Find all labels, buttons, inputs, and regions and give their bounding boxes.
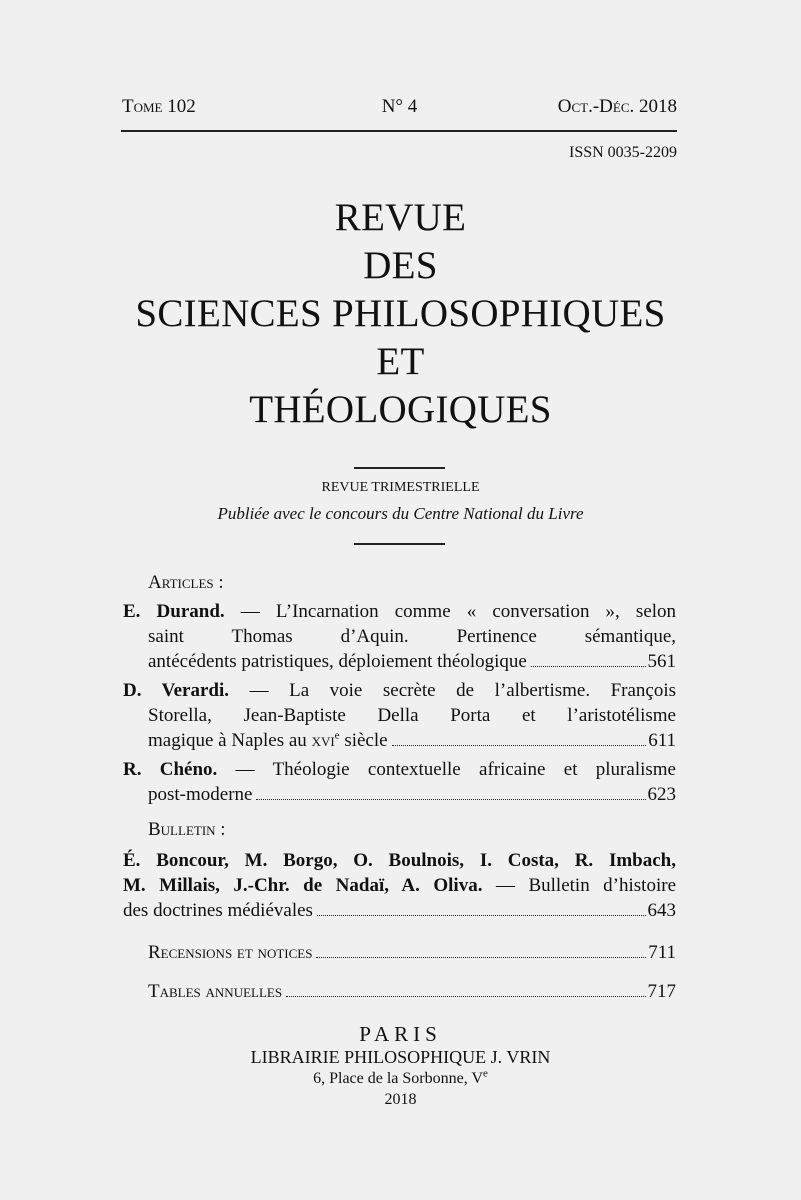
bulletin-heading: Bulletin : (148, 819, 226, 840)
page-number: 611 (648, 730, 676, 751)
title-line: DES (363, 244, 438, 287)
entry-line: magique à Naples au xvi$^e$ siècle 611 (148, 729, 676, 751)
title-line: REVUE (334, 196, 467, 239)
toc-entry (123, 599, 676, 674)
entry-line: antécédents patristiques, déploiement théologique 561 (148, 651, 676, 672)
dot-leader (392, 745, 647, 746)
city: PARIS (359, 1022, 442, 1046)
publisher-footer (0, 1022, 801, 1111)
table-of-contents (123, 570, 676, 1004)
entry-author: É. Boncour, M. Borgo, O. Boulnois, I. Costa, R. Imbach, (123, 850, 676, 871)
issue-date: Oct.-Déc. 2018 (557, 96, 677, 117)
page-number: 717 (647, 981, 676, 1002)
entry-line: E. Durand. — L’Incarnation comme « conversation », selon (123, 601, 677, 622)
entry-line: saint Thomas d’Aquin. Pertinence sémantique, (148, 626, 676, 647)
title-line: ET (376, 340, 425, 383)
entry-author: E. Durand. (123, 601, 225, 622)
entry-line: post-moderne 623 (148, 784, 676, 805)
title-line: SCIENCES PHILOSOPHIQUES (135, 292, 666, 335)
page-number: 643 (647, 900, 676, 921)
publisher-name: LIBRAIRIE PHILOSOPHIQUE J. VRIN (250, 1047, 551, 1067)
issue-number: N° 4 (381, 96, 418, 117)
publisher-address: 6, Place de la Sorbonne, Ve (313, 1067, 488, 1087)
dot-leader (316, 957, 646, 958)
dot-leader (531, 666, 646, 667)
dot-leader (317, 915, 646, 916)
title-line: THÉOLOGIQUES (249, 388, 552, 431)
subtitle: REVUE TRIMESTRIELLE (321, 480, 480, 495)
toc-entry (123, 757, 676, 807)
entry-line: des doctrines médiévales 643 (123, 900, 676, 921)
entry-author: R. Chéno. (123, 759, 218, 780)
entry-line (123, 848, 676, 873)
toc-entry (123, 848, 676, 923)
journal-header (122, 96, 677, 124)
toc-entry: Tables annuelles 717 (148, 981, 676, 1002)
dot-leader (256, 799, 645, 800)
entry-line: R. Chéno. — Théologie contextuelle africaine et pluralisme (123, 759, 676, 780)
toc-entry (123, 678, 676, 753)
entry-author: D. Verardi. (123, 680, 230, 701)
dot-leader (286, 996, 645, 997)
journal-title (0, 194, 801, 434)
page-number: 561 (647, 651, 676, 672)
entry-line: D. Verardi. — La voie secrète de l’albertisme. François (123, 680, 677, 701)
entry-author: M. Millais, J.-Chr. de Nadaï, A. Oliva. (123, 875, 483, 896)
page-number: 623 (647, 784, 676, 805)
header-rule (121, 130, 677, 132)
publication-note: Publiée avec le concours du Centre National du Livre (217, 504, 584, 523)
divider (354, 467, 445, 469)
page-number: 711 (648, 942, 676, 963)
entry-line: Storella, Jean-Baptiste Della Porta et l’aristotélisme (148, 705, 676, 726)
articles-heading: Articles : (148, 572, 224, 593)
toc-entry: Recensions et notices 711 (148, 942, 676, 963)
entry-line: M. Millais, J.-Chr. de Nadaï, A. Oliva. — Bulletin d’histoire (123, 875, 677, 896)
divider (354, 543, 445, 545)
publication-year: 2018 (384, 1091, 417, 1108)
issn: ISSN 0035-2209 (568, 144, 677, 161)
tome-label: Tome 102 (122, 96, 196, 117)
